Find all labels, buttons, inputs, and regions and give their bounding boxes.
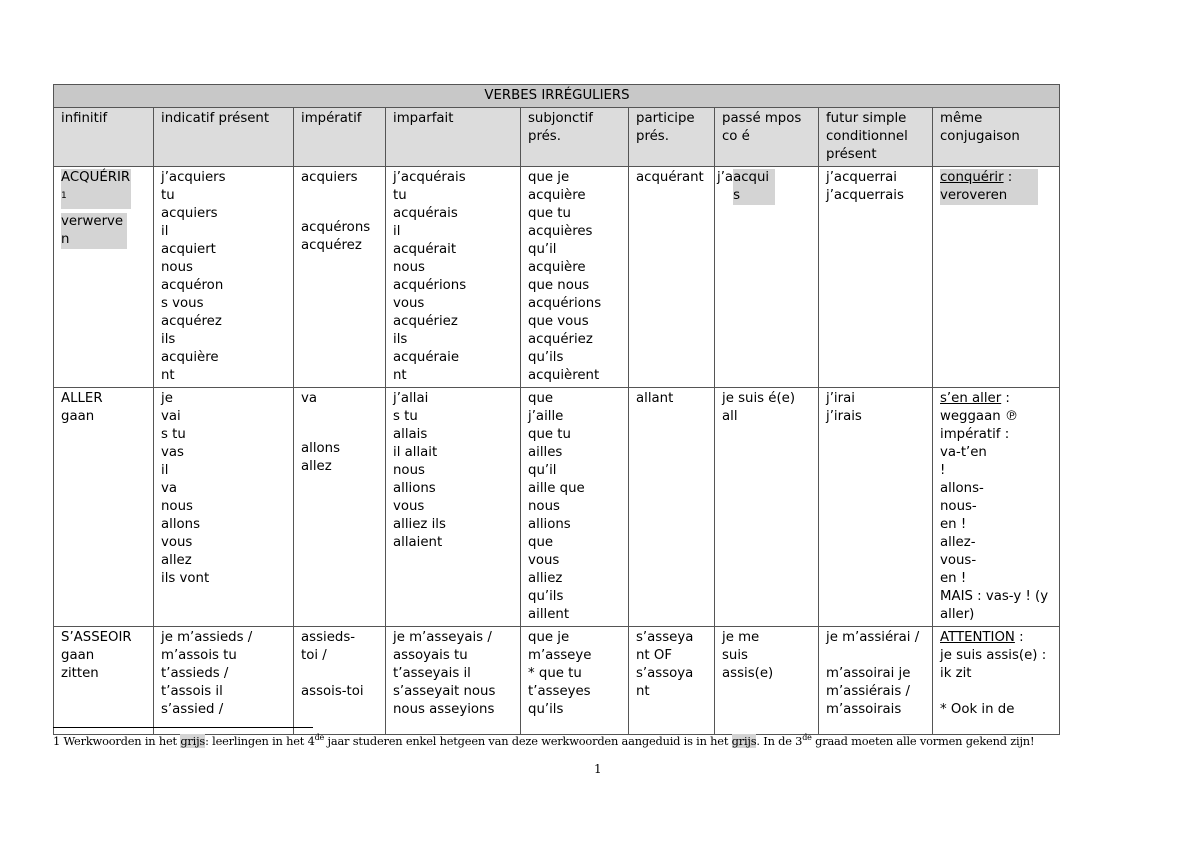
cell-infinitif [54,167,154,388]
footnote-separator [53,727,313,728]
cell-present: je vai s tu vas il va nous allons vous allez ils vont [154,388,294,627]
cell-infinitif: ALLER gaan [54,388,154,627]
page-number: 1 [594,762,602,776]
table-title: VERBES IRRÉGULIERS [54,85,1060,108]
cell-imperatif [294,167,386,388]
cell-subjonctif: que je m’asseye * que tu t’asseyes qu’ils [521,627,629,735]
footnote [53,733,1113,748]
header-present: indicatif présent [154,108,294,167]
table-row [54,627,1060,735]
cell-imperatif: assieds- toi / assois-toi [294,627,386,735]
passe-participle: acquis [733,169,775,205]
cell-present: je m’assieds / m’assois tu t’assieds / t’assois il s’assied / [154,627,294,735]
cell-futur: j’irai j’irais [819,388,933,627]
footnote-superscript: de [802,733,812,742]
cell-imparfait: je m’asseyais / assoyais tu t’asseyais il s’asseyait nous nous asseyions [386,627,521,735]
footnote-text: 1 Werkwoorden in het [53,733,181,748]
verb-translation: verwerven [61,213,127,249]
cell-passe: je me suis assis(e) [715,627,819,735]
cell-meme [933,388,1060,627]
table-row [54,388,1060,627]
header-imperatif: impératif [294,108,386,167]
separator: : [1003,170,1013,185]
same-conjugation-notes: : weggaan ℗ impératif : va-t’en ! allons- nous- en ! allez- vous- en ! MAIS : vas-y ! (y aller) [940,391,1049,622]
footnote-highlight: grijs [180,733,206,748]
cell-present: j’acquiers tu acquiers il acquiert nous acquéron s vous acquérez ils acquière nt [154,167,294,388]
footnote-text: . In de 3 [756,733,803,748]
cell-meme [933,167,1060,388]
header-passe: passé mpos co é [715,108,819,167]
footnote-highlight: grijs [731,733,757,748]
header-infinitif: infinitif [54,108,154,167]
cell-subjonctif: que je acquière que tu acquières qu’il acquière que nous acquérions que vous acquériez qu’ils acquièrent [521,167,629,388]
cell-passe [715,167,819,388]
imperatif-singular: va [301,391,318,406]
same-conjugation-notes: : je suis assis(e) : ik zit * Ook in de [940,630,1047,717]
imperatif-singular: acquiers [301,170,358,185]
verb-infinitive: ACQUÉRIR [61,170,131,185]
cell-infinitif: S’ASSEOIR gaan zitten [54,627,154,735]
cell-participe: s’asseya nt OF s’assoya nt [629,627,715,735]
header-futur: futur simple conditionnel présent [819,108,933,167]
imperatif-plural: allons allez [301,441,341,474]
cell-imparfait: j’acquérais tu acquérais il acquérait nous acquérions vous acquériez ils acquéraie nt [386,167,521,388]
header-imparfait: imparfait [386,108,521,167]
cell-imperatif [294,388,386,627]
footnote-marker: 1 [61,191,67,201]
cell-futur: j’acquerrai j’acquerrais [819,167,933,388]
cell-futur: je m’assiérai / m’assoirai je m’assiérais / m’assoirais [819,627,933,735]
footnote-text: graad moeten alle vormen gekend zijn! [811,733,1035,748]
passe-auxiliary: j’a [717,170,734,185]
same-conjugation-verb: conquérir [940,170,1004,185]
footnote-superscript: de [314,733,325,742]
header-meme: même conjugaison [933,108,1060,167]
imperatif-plural: acquérons acquérez [301,220,371,253]
cell-meme [933,627,1060,735]
footnote-text: jaar studeren enkel hetgeen van deze werkwoorden aangeduid is in het [324,733,732,748]
same-conjugation-verb: ATTENTION [940,630,1015,645]
cell-participe: allant [629,388,715,627]
cell-participe: acquérant [629,167,715,388]
footnote-text: : leerlingen in het 4 [205,733,315,748]
cell-passe: je suis é(e) all [715,388,819,627]
irregular-verbs-table [53,84,1060,735]
header-participe: participe prés. [629,108,715,167]
table-row [54,167,1060,388]
cell-subjonctif: que j’aille que tu ailles qu’il aille que nous allions que vous alliez qu’ils aillent [521,388,629,627]
header-subjonctif: subjonctif prés. [521,108,629,167]
same-conjugation-verb: s’en aller [940,391,1002,406]
same-conjugation-translation: veroveren [940,188,1008,203]
cell-imparfait: j’allai s tu allais il allait nous allions vous alliez ils allaient [386,388,521,627]
header-row [54,108,1060,167]
